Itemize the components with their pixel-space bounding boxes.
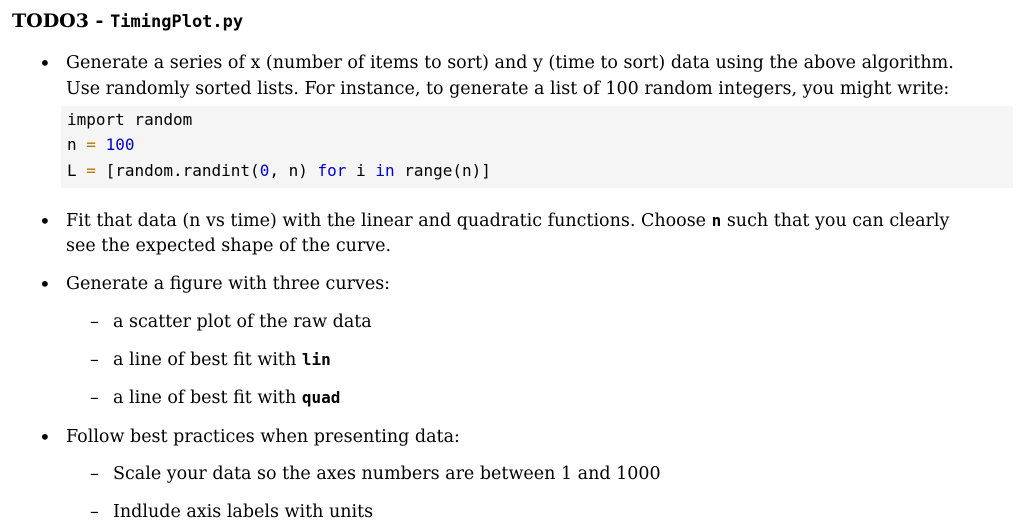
code-keyword-for: for bbox=[317, 161, 347, 180]
code-range: range(n)] bbox=[394, 161, 491, 180]
subitem-quad: a line of best fit with quad bbox=[113, 388, 341, 408]
section-heading bbox=[12, 10, 243, 32]
bullet-marker: • bbox=[39, 425, 51, 449]
dash-marker: – bbox=[90, 312, 99, 332]
bullet-1-line-1: Generate a series of x (number of items to sort) and y (time to sort) data using the above algorithm. bbox=[66, 53, 954, 73]
bullet-4-text: Follow best practices when presenting data: bbox=[66, 427, 460, 447]
bullet-2-line-1: Fit that data (n vs time) with the linear and quadratic functions. Choose n such that you can clearly bbox=[66, 211, 950, 231]
dash-marker: – bbox=[90, 502, 99, 522]
subitem-lin: a line of best fit with lin bbox=[113, 350, 331, 370]
inline-code-quad: quad bbox=[301, 388, 341, 407]
bullet-1-line-2: Use randomly sorted lists. For instance, to generate a list of 100 random integers, you might write: bbox=[66, 79, 950, 99]
bullet-3-text: Generate a figure with three curves: bbox=[66, 274, 391, 294]
code-operator: = bbox=[86, 135, 96, 154]
code-operator: = bbox=[86, 161, 96, 180]
bullet-marker: • bbox=[39, 209, 51, 233]
code-args: , n) bbox=[269, 161, 318, 180]
code-number: 0 bbox=[259, 161, 270, 180]
inline-code-lin: lin bbox=[301, 350, 331, 369]
code-line-2 bbox=[67, 134, 134, 156]
code-var-i: i bbox=[346, 161, 376, 180]
bullet-2-line-2: see the expected shape of the curve. bbox=[66, 236, 392, 256]
inline-code-n: n bbox=[711, 211, 722, 230]
code-call: [random.randint( bbox=[105, 161, 260, 180]
dash-marker: – bbox=[90, 388, 99, 408]
code-keyword-in: in bbox=[375, 161, 395, 180]
dash-marker: – bbox=[90, 350, 99, 370]
code-line-1: import random bbox=[67, 110, 193, 129]
subitem-scale: Scale your data so the axes numbers are between 1 and 1000 bbox=[113, 464, 661, 484]
heading-prefix: TODO3 - bbox=[12, 10, 111, 32]
code-var-l: L bbox=[67, 161, 77, 180]
code-number: 100 bbox=[105, 135, 135, 154]
code-line-3 bbox=[67, 160, 491, 182]
heading-filename: TimingPlot.py bbox=[110, 12, 244, 32]
subitem-scatter: a scatter plot of the raw data bbox=[113, 312, 372, 332]
code-var-n: n bbox=[67, 135, 77, 154]
code-block bbox=[61, 106, 1013, 188]
dash-marker: – bbox=[90, 464, 99, 484]
bullet-marker: • bbox=[39, 51, 51, 75]
subitem-labels: Indlude axis labels with units bbox=[113, 502, 374, 522]
bullet-marker: • bbox=[39, 272, 51, 296]
